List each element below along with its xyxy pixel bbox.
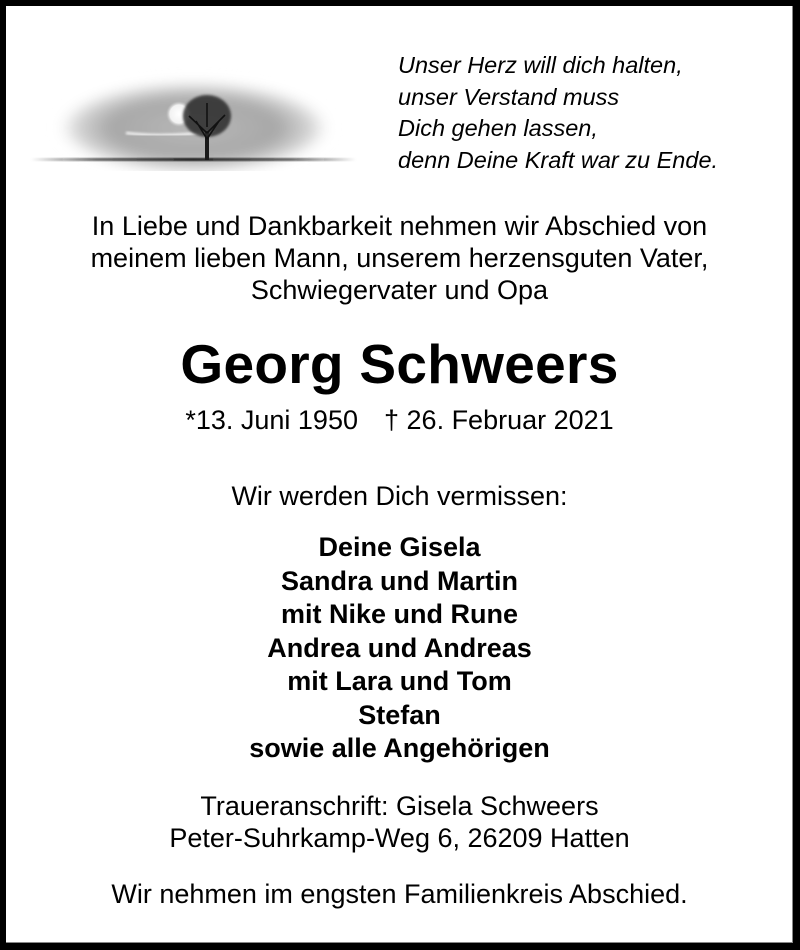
closing-note: Wir nehmen im engsten Familienkreis Abschied. — [111, 879, 688, 909]
poem-line: unser Verstand muss — [398, 83, 620, 110]
intro-text — [6, 210, 793, 306]
address-line-2: Peter-Suhrkamp-Weg 6, 26209 Hatten — [169, 823, 630, 853]
poem-line: denn Deine Kraft war zu Ende. — [398, 146, 719, 173]
mourner: Stefan — [358, 699, 441, 730]
life-dates — [6, 404, 793, 436]
mourners-list — [6, 531, 793, 766]
mourning-address — [6, 790, 793, 854]
death-date: 26. Februar 2021 — [406, 405, 614, 435]
poem — [398, 50, 718, 176]
birth-star-icon: * — [185, 405, 196, 435]
mourner: Deine Gisela — [318, 532, 481, 562]
intro-line: In Liebe und Dankbarkeit nehmen wir Abschied von — [91, 211, 708, 241]
mourner: mit Lara und Tom — [287, 666, 512, 696]
cross-icon: † — [383, 405, 400, 435]
mourner: mit Nike und Rune — [280, 599, 518, 629]
tree-in-mist-icon — [26, 61, 361, 171]
deceased-name: Georg Schweers — [180, 333, 619, 395]
obituary-card — [6, 6, 793, 943]
intro-line: meinem lieben Mann, unserem herzensguten Vater, — [90, 243, 709, 273]
poem-line: Dich gehen lassen, — [398, 115, 598, 141]
birth-date: 13. Juni 1950 — [195, 405, 358, 435]
intro-line: Schwiegervater und Opa — [250, 275, 549, 305]
mourner: sowie alle Angehörigen — [249, 733, 550, 763]
address-line-1: Traueranschrift: Gisela Schweers — [200, 791, 599, 821]
poem-line: Unser Herz will dich halten, — [398, 52, 683, 78]
mourner: Andrea und Andreas — [267, 632, 532, 663]
mourning-heading: Wir werden Dich vermissen: — [231, 481, 568, 511]
mourner: Sandra und Martin — [280, 565, 518, 596]
